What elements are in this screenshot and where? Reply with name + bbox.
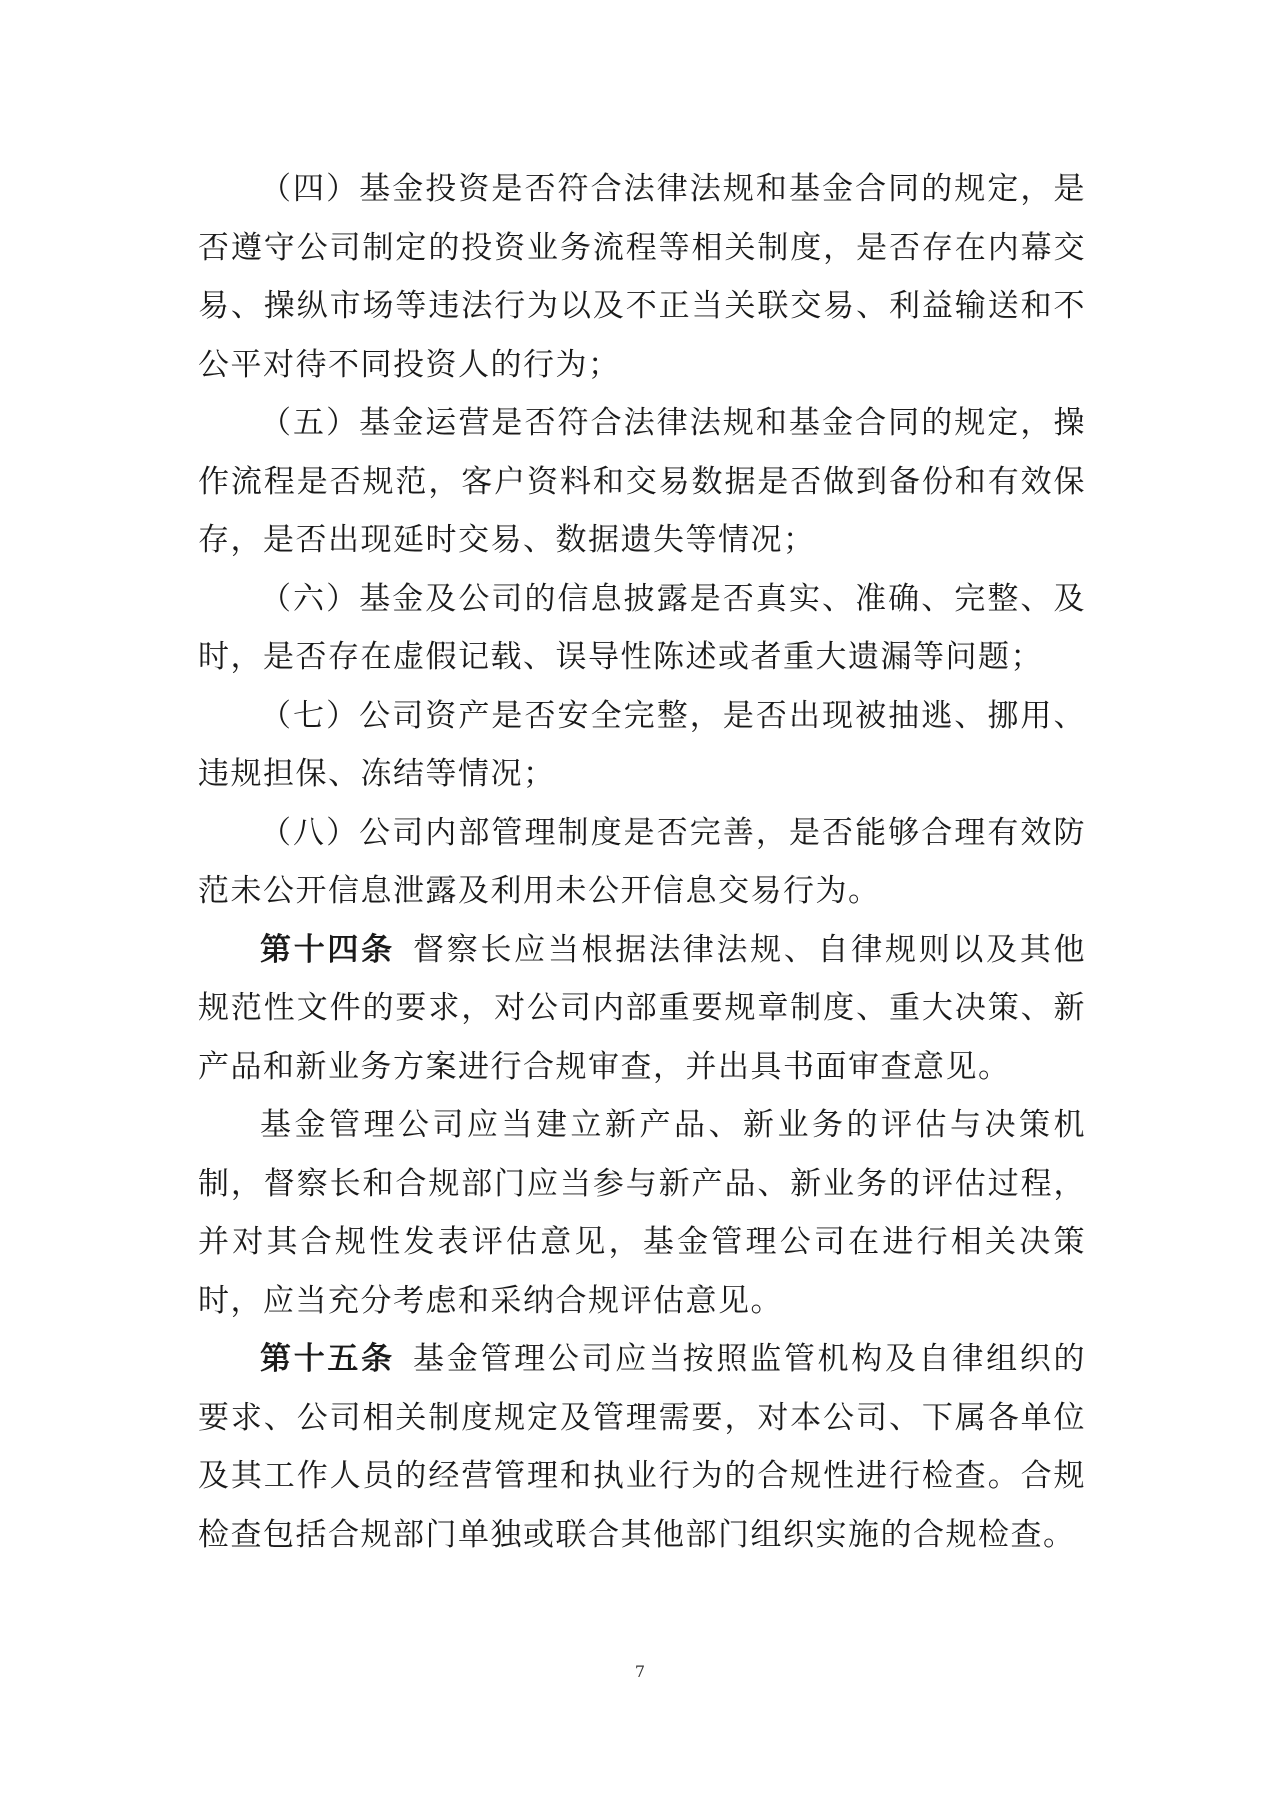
article-14: [198, 921, 1086, 1097]
article-number: 第十五条: [260, 1341, 395, 1377]
paragraph-text: （八）公司内部管理制度是否完善，是否能够合理有效防范未公开信息泄露及利用未公开信息交易行为。: [198, 814, 1086, 909]
paragraph-text: 基金管理公司应当建立新产品、新业务的评估与决策机制，督察长和合规部门应当参与新产品、新业务的评估过程，并对其合规性发表评估意见，基金管理公司在进行相关决策时，应当充分考虑和采纳合规评估意见。: [198, 1107, 1086, 1319]
clause-7: [198, 687, 1086, 804]
article-15: [198, 1330, 1086, 1564]
paragraph-text: （六）基金及公司的信息披露是否真实、准确、完整、及时，是否存在虚假记载、误导性陈述或者重大遗漏等问题；: [198, 580, 1086, 675]
page-number: 7: [634, 1662, 646, 1681]
clause-4: [198, 160, 1086, 394]
paragraph-text: （七）公司资产是否安全完整，是否出现被抽逃、挪用、违规担保、冻结等情况；: [198, 697, 1086, 792]
paragraph-text: （四）基金投资是否符合法律法规和基金合同的规定，是否遵守公司制定的投资业务流程等相关制度，是否存在内幕交易、操纵市场等违法行为以及不正当关联交易、利益输送和不公平对待不同投资人的行为；: [198, 171, 1086, 383]
paragraph-text: 基金管理公司应当按照监管机构及自律组织的要求、公司相关制度规定及管理需要，对本公司、下属各单位及其工作人员的经营管理和执业行为的合规性进行检查。合规检查包括合规部门单独或联合其他部门组织实施的合规检查。: [198, 1341, 1087, 1553]
document-body: [198, 160, 1086, 1564]
article-14-paragraph-2: [198, 1096, 1086, 1330]
paragraph-text: （五）基金运营是否符合法律法规和基金合同的规定，操作流程是否规范，客户资料和交易数据是否做到备份和有效保存，是否出现延时交易、数据遗失等情况；: [198, 405, 1086, 558]
article-number: 第十四条: [260, 931, 395, 968]
clause-5: [198, 394, 1086, 570]
clause-6: [198, 570, 1086, 687]
clause-8: [198, 804, 1086, 921]
paragraph-text: 督察长应当根据法律法规、自律规则以及其他规范性文件的要求，对公司内部重要规章制度、重大决策、新产品和新业务方案进行合规审查，并出具书面审查意见。: [198, 931, 1087, 1085]
